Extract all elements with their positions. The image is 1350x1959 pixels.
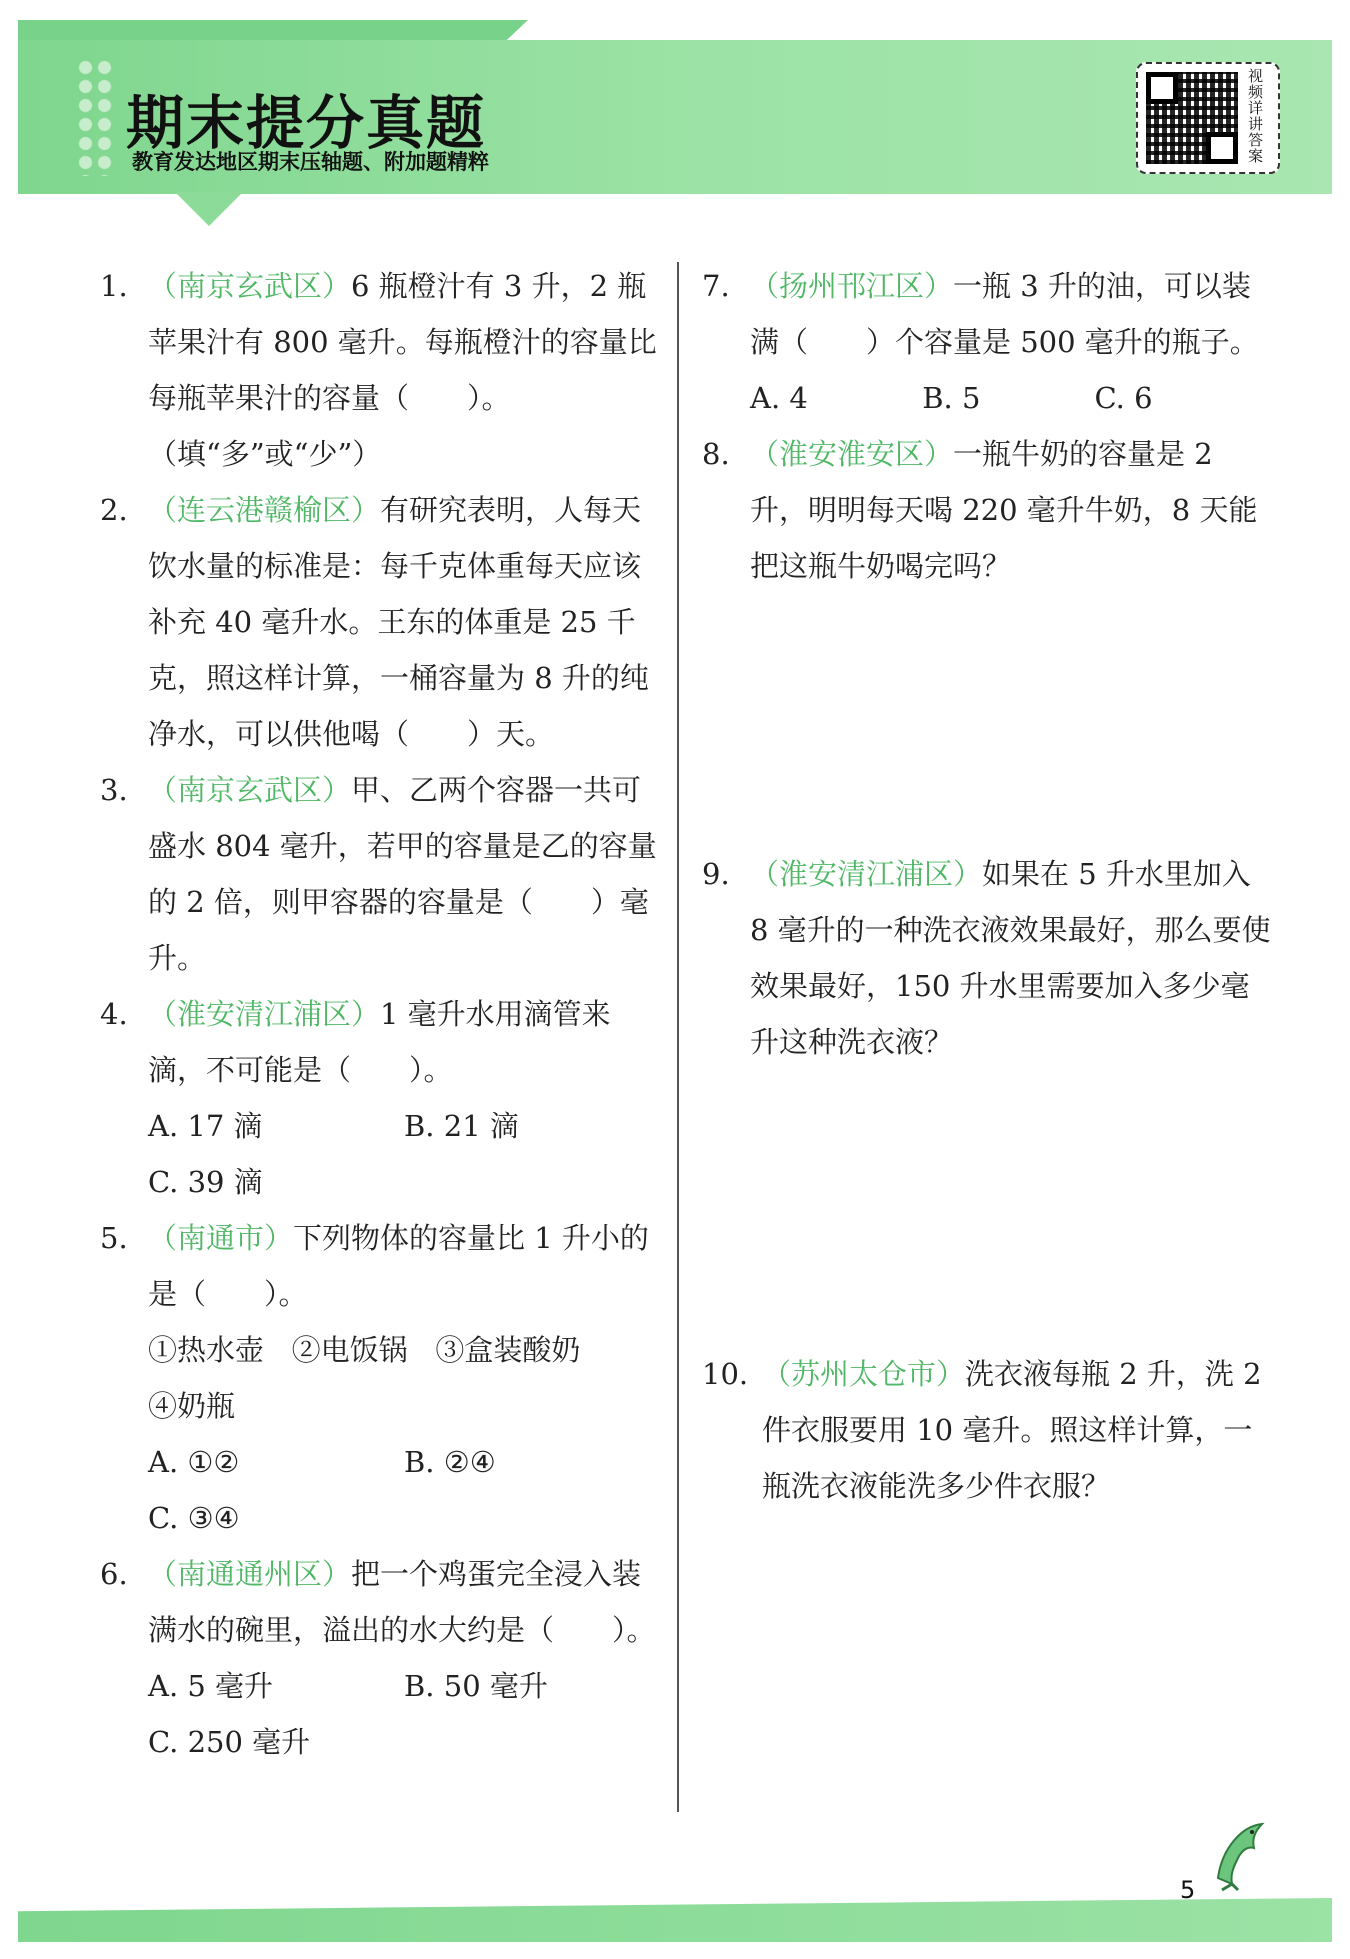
options (750, 370, 1272, 426)
question-text: 有研究表明，人每天饮水量的标准是：每千克体重每天应该补充 40 毫升水。王东的体重是 25 千克，照这样计算，一桶容量为 8 升的纯净水，可以供他喝（ ）天。 (148, 493, 649, 751)
question-number: 9. (702, 857, 730, 891)
question-10 (702, 1346, 1272, 1514)
option-a: A. 17 滴 (148, 1109, 263, 1143)
qr-label: 视频详讲答案 (1248, 67, 1264, 165)
option-b: B. 5 (922, 381, 981, 415)
question-number: 3. (100, 773, 128, 807)
option-b: B. ②④ (404, 1445, 496, 1479)
options (148, 1098, 660, 1210)
option-a: A. ①② (148, 1445, 240, 1479)
question-1 (100, 258, 660, 482)
question-source: （淮安清江浦区） (148, 997, 381, 1031)
item-list (148, 1322, 660, 1378)
footer-band (18, 1898, 1332, 1942)
question-2 (100, 482, 660, 762)
question-number: 5. (100, 1221, 128, 1255)
option-c: C. 39 滴 (148, 1165, 263, 1199)
page-subtitle: 教育发达地区期末压轴题、附加题精粹 (132, 150, 489, 174)
question-number: 2. (100, 493, 128, 527)
options (148, 1434, 660, 1546)
dolphin-icon (1208, 1818, 1270, 1892)
item-1: ①热水壶 (148, 1333, 265, 1367)
question-9 (702, 846, 1272, 1346)
question-text: 6 瓶橙汁有 3 升，2 瓶苹果汁有 800 毫升。每瓶橙汁的容量比每瓶苹果汁的容量（ ）。（填“多”或“少”） (148, 269, 657, 471)
options (148, 1658, 660, 1770)
question-text: 1 毫升水用滴管来滴，不可能是（ ）。 (148, 997, 611, 1087)
question-8 (702, 426, 1272, 846)
header-pointer (175, 192, 243, 226)
dot-pattern (76, 58, 114, 176)
question-source: （南通通州区） (148, 1557, 352, 1591)
question-source: （扬州邗江区） (750, 269, 954, 303)
item-3: ③盒装酸奶 (435, 1333, 581, 1367)
question-source: （淮安清江浦区） (750, 857, 983, 891)
option-a: A. 5 毫升 (148, 1669, 274, 1703)
question-7 (702, 258, 1272, 426)
option-a: A. 4 (750, 381, 808, 415)
question-number: 10. (702, 1357, 749, 1391)
item-4: ④奶瓶 (148, 1389, 236, 1423)
question-text: 洗衣液每瓶 2 升，洗 2 件衣服要用 10 毫升。照这样计算，一瓶洗衣液能洗多少件衣服？ (762, 1357, 1262, 1503)
header-banner (18, 40, 1332, 194)
question-number: 4. (100, 997, 128, 1031)
question-5 (100, 1210, 660, 1546)
question-number: 6. (100, 1557, 128, 1591)
question-text: 一瓶牛奶的容量是 2 升，明明每天喝 220 毫升牛奶，8 天能把这瓶牛奶喝完吗？ (750, 437, 1258, 583)
question-source: （南京玄武区） (148, 269, 352, 303)
question-source: （南通市） (148, 1221, 294, 1255)
option-c: C. 6 (1094, 381, 1153, 415)
question-text: 一瓶 3 升的油，可以装满（ ）个容量是 500 毫升的瓶子。 (750, 269, 1259, 359)
page-title: 期末提分真题 (126, 89, 487, 157)
option-b: B. 50 毫升 (404, 1669, 548, 1703)
question-source: （苏州太仓市） (762, 1357, 966, 1391)
question-source: （南京玄武区） (148, 773, 352, 807)
qr-code-icon (1146, 72, 1238, 164)
question-4 (100, 986, 660, 1210)
question-text: 甲、乙两个容器一共可盛水 804 毫升，若甲的容量是乙的容量的 2 倍，则甲容器的容量是（ ）毫升。 (148, 773, 657, 975)
question-source: （淮安淮安区） (750, 437, 954, 471)
question-text: 如果在 5 升水里加入 8 毫升的一种洗衣液效果最好，那么要使效果最好，150 升水里需要加入多少毫升这种洗衣液？ (750, 857, 1271, 1059)
qr-code-box[interactable] (1136, 62, 1280, 174)
question-source: （连云港赣榆区） (148, 493, 381, 527)
column-divider (677, 262, 679, 1812)
question-number: 7. (702, 269, 730, 303)
question-number: 1. (100, 269, 128, 303)
question-6 (100, 1546, 660, 1770)
left-column (100, 258, 660, 1770)
right-column (702, 258, 1272, 1514)
question-text: 下列物体的容量比 1 升小的是（ ）。 (148, 1221, 649, 1311)
option-b: B. 21 滴 (404, 1109, 519, 1143)
question-number: 8. (702, 437, 730, 471)
page-number: 5 (1180, 1876, 1196, 1904)
question-3 (100, 762, 660, 986)
option-c: C. ③④ (148, 1501, 240, 1535)
question-text: 把一个鸡蛋完全浸入装满水的碗里，溢出的水大约是（ ）。 (148, 1557, 656, 1647)
option-c: C. 250 毫升 (148, 1725, 311, 1759)
item-2: ②电饭锅 (291, 1333, 408, 1367)
